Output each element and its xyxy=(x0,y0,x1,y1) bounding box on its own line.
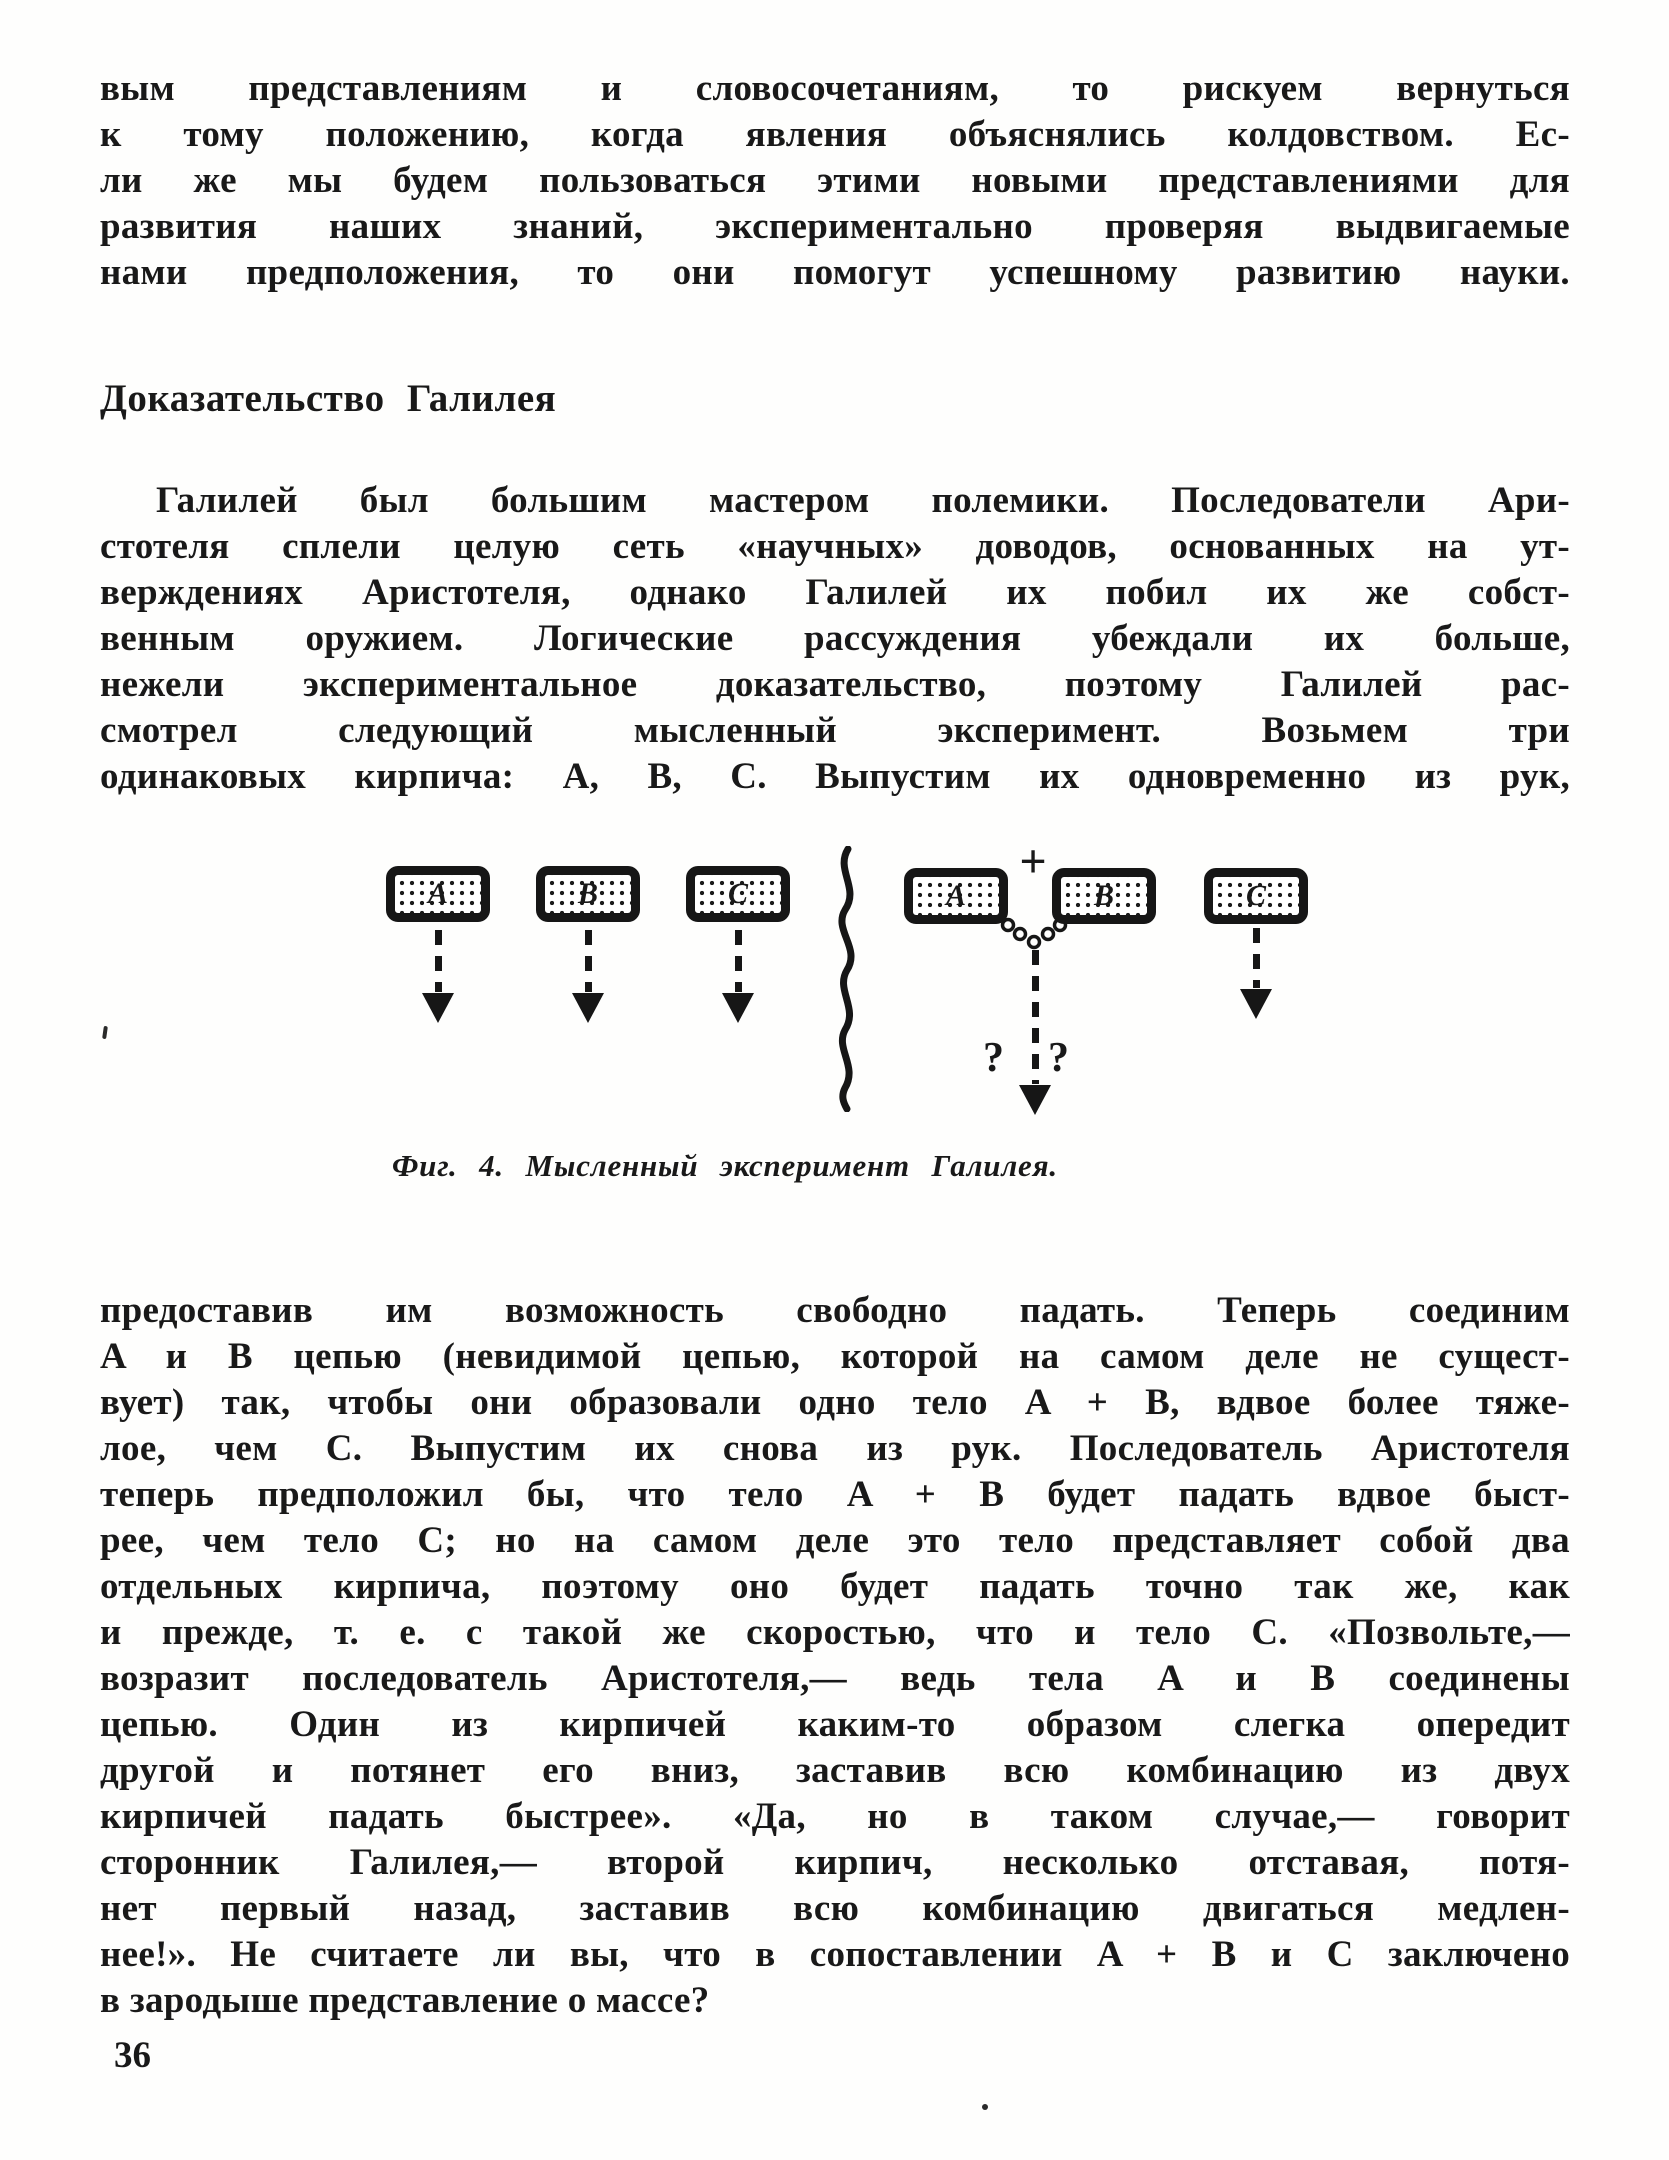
text-line: нее!». Не считаете ли вы, что в сопоставлении A + B и C заключено xyxy=(100,1934,1570,1975)
text-line: сторонник Галилея,— второй кирпич, несколько отставая, потя- xyxy=(100,1842,1570,1883)
fall-arrow-icon xyxy=(422,930,454,1023)
text-line: кирпичей падать быстрее». «Да, но в таком случае,— говорит xyxy=(100,1796,1570,1837)
scan-artifact xyxy=(102,1026,108,1039)
text-line: возразит последователь Аристотеля,— ведь тела A и B соединены xyxy=(100,1658,1570,1699)
text-line: вует) так, чтобы они образовали одно тело A + B, вдвое более тяже- xyxy=(100,1382,1570,1423)
text-line: предоставив им возможность свободно падать. Теперь соединим xyxy=(100,1290,1570,1331)
brick-label: A xyxy=(427,877,448,910)
fall-arrow-icon xyxy=(572,930,604,1023)
text-line: рее, чем тело C; но на самом деле это тело представляет собой два xyxy=(100,1520,1570,1561)
text-line: A и B цепью (невидимой цепью, которой на самом деле не сущест- xyxy=(100,1336,1570,1377)
intro-paragraph xyxy=(100,66,1570,296)
text-line: нами предположения, то они помогут успешному развитию науки. xyxy=(100,252,1570,293)
text-line: развития наших знаний, экспериментально проверяя выдвигаемые xyxy=(100,206,1570,247)
brick-label: B xyxy=(1093,879,1114,912)
text-line: лое, чем C. Выпустим их снова из рук. Последователь Аристотеля xyxy=(100,1428,1570,1469)
section-heading: Доказательство Галилея xyxy=(100,377,557,420)
text-line: венным оружием. Логические рассуждения убеждали их больше, xyxy=(100,618,1570,659)
galileo-paragraph xyxy=(100,478,1570,800)
text-line: теперь предположил бы, что тело A + B будет падать вдвое быст- xyxy=(100,1474,1570,1515)
falling-brick-a xyxy=(386,866,490,922)
text-line: нежели экспериментальное доказательство, поэтому Галилей рас- xyxy=(100,664,1570,705)
text-line: цепью. Один из кирпичей каким-то образом слегка опередит xyxy=(100,1704,1570,1745)
figure-caption: Фиг. 4. Мысленный эксперимент Галилея. xyxy=(392,1148,1058,1183)
fall-arrow-icon xyxy=(722,930,754,1023)
text-line: верждениях Аристотеля, однако Галилей их побил их же собст- xyxy=(100,572,1570,613)
text-line: вым представлениям и словосочетаниям, то рискуем вернуться xyxy=(100,68,1570,109)
joined-brick-a xyxy=(904,868,1008,924)
brick-label: B xyxy=(577,877,598,910)
page-number: 36 xyxy=(114,2035,151,2076)
text-line: стотеля сплели целую сеть «научных» доводов, основанных на ут- xyxy=(100,526,1570,567)
main-paragraph xyxy=(100,1288,1570,2024)
text-line: одинаковых кирпича: A, B, C. Выпустим их одновременно из рук, xyxy=(100,756,1570,797)
text-line: и прежде, т. е. с такой же скоростью, что и тело C. «Позвольте,— xyxy=(100,1612,1570,1653)
text-line: в зародыше представление о массе? xyxy=(100,1980,710,2021)
text-line: отдельных кирпича, поэтому оно будет падать точно так же, как xyxy=(100,1566,1570,1607)
falling-brick-c xyxy=(686,866,790,922)
question-mark-left: ? xyxy=(983,1035,1004,1081)
falling-brick-b xyxy=(536,866,640,922)
text-line: ли же мы будем пользоваться этими новыми представлениями для xyxy=(100,160,1570,201)
text-line: к тому положению, когда явления объяснялись колдовством. Ес- xyxy=(100,114,1570,155)
text-line: другой и потянет его вниз, заставив всю комбинацию из двух xyxy=(100,1750,1570,1791)
brick-label: A xyxy=(945,879,966,912)
lone-brick-c xyxy=(1204,868,1308,924)
question-mark-right: ? xyxy=(1048,1035,1069,1081)
scan-artifact xyxy=(982,2104,988,2110)
fall-arrow-long-icon xyxy=(1019,950,1051,1115)
fall-arrow-icon xyxy=(1240,928,1272,1019)
text-line: смотрел следующий мысленный эксперимент. Возьмем три xyxy=(100,710,1570,751)
text-line: нет первый назад, заставив всю комбинацию двигаться медлен- xyxy=(100,1888,1570,1929)
brick-label: C xyxy=(1245,879,1266,912)
wavy-divider-icon xyxy=(830,846,864,1112)
text-line: Галилей был большим мастером полемики. Последователи Ари- xyxy=(156,480,1570,521)
plus-sign: + xyxy=(1019,835,1047,888)
brick-label: C xyxy=(727,877,748,910)
